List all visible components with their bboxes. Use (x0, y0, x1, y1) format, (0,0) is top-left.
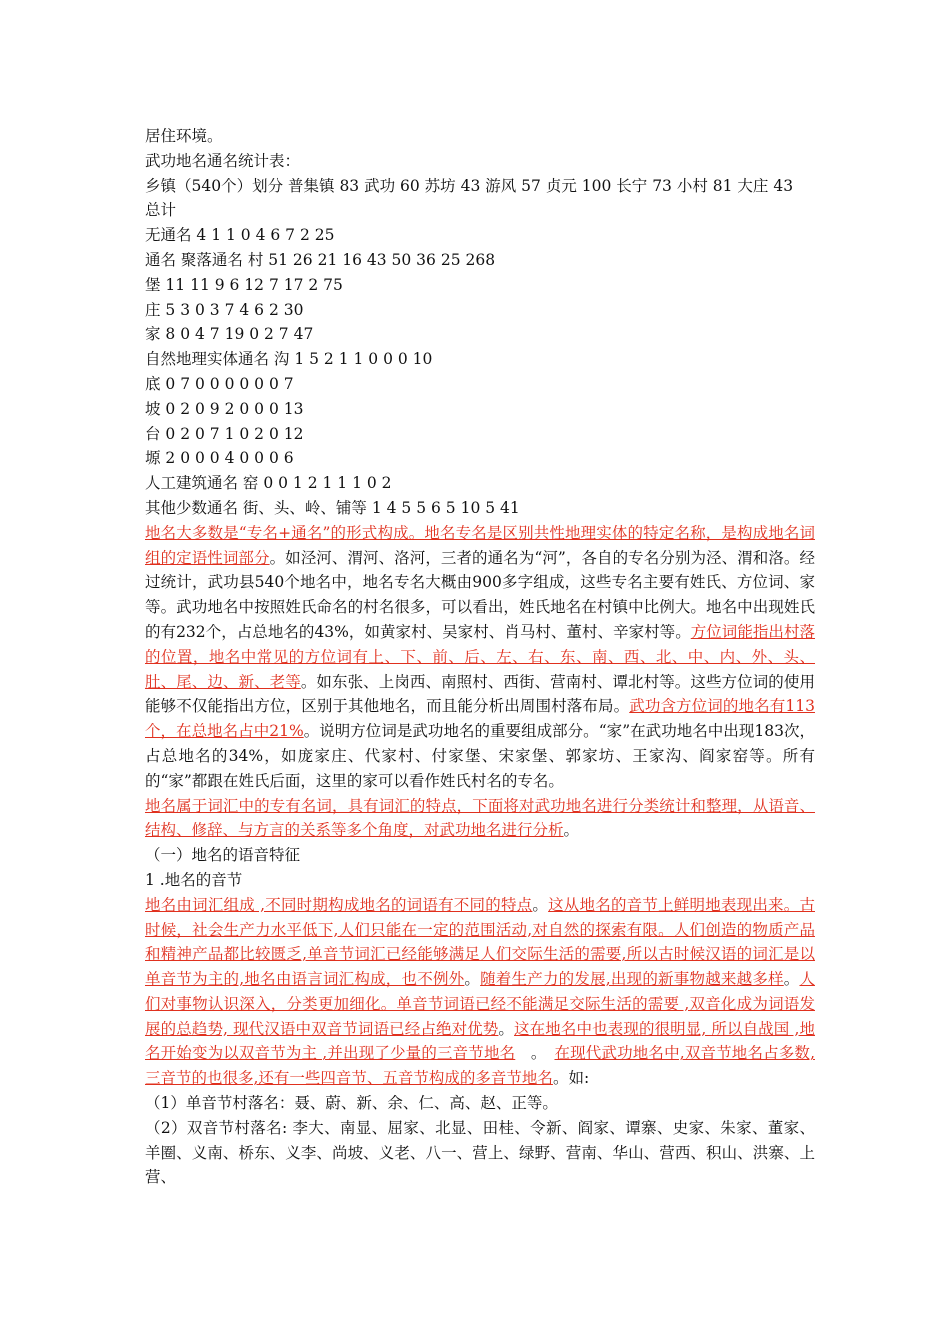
table-row: 庄 5 3 0 3 7 4 6 2 30 (145, 300, 304, 319)
highlighted-text: 地名大多数是“专名+通名”的形式构成。地名专名是区别共性地理实体的特定名称，是构成地名词组的定语性词部分 (145, 523, 815, 567)
highlighted-text: 地名属于词汇中的专有名词，具有词汇的特点，下面将对武功地名进行分类统计和整理，从语音、结构、修辞、与方言的关系等多个角度，对武功地名进行分析 (145, 796, 815, 840)
body-text: 。 (563, 821, 580, 840)
highlighted-text: 地名由词汇组成 ,不同时期构成地名的词语有不同的特点 (145, 895, 533, 914)
body-text: 。 (515, 1044, 555, 1063)
body-text: 。如: (552, 1069, 590, 1088)
list-item: （1）单音节村落名：聂、蔚、新、余、仁、高、赵、正等。 (145, 1094, 558, 1113)
table-row: 通名 聚落通名 村 51 26 21 16 43 50 36 25 268 (145, 250, 496, 269)
body-text: 。如泾河、渭河、洛河，三者的通名为“河”，各自的专名分别为泾、渭和洛。经过统计，武功县540个地名中，地名专名大概由900多字组成，这些专名主要有姓氏、方位词、家等。武功地名中按照姓氏命名的村名很多，可以看出，姓氏地名在村镇中比例大。地名中出现姓氏的有232个，占总地名的43%，如黄家村、吴家村、肖马村、董村、辛家村等。 (145, 548, 815, 641)
text-line: 居住环境。 (145, 127, 223, 145)
highlighted-text: 这从地名的音节上鲜明地表现出来。古时候，社会生产力水平低下,人们只能在一定的范围活动,对自然的探索有限。人们创造的物质产品和精神产品都比较匮乏,单音节词汇已经能够满足人们交际生活的需要,所以古时候汉语的词汇是以单音节为主的,地名由语言词汇构成，也不例外 (145, 895, 815, 989)
body-text: 。如东张、上岗西、南照村、西街、营南村、谭北村等。这些方位词的使用能够不仅能指出方位，区别于其他地名，而且能分析出周围村落布局。 (145, 672, 815, 716)
table-header-total: 总计 (145, 201, 177, 220)
table-title: 武功地名通名统计表： (145, 151, 301, 170)
paragraph-place-name-structure (145, 521, 815, 794)
table-row: 底 0 7 0 0 0 0 0 0 7 (145, 374, 294, 393)
sub-heading: 1 .地名的音节 (145, 870, 243, 889)
highlighted-text: 在现代武功地名中,双音节地名占多数,三音节的也很多,还有一些四音节、五音节构成的多音节地名 (145, 1044, 815, 1088)
table-row: 台 0 2 0 7 1 0 2 0 12 (145, 424, 304, 443)
table-row: 人工建筑通名 窑 0 0 1 2 1 1 1 0 2 (145, 474, 392, 493)
body-text: 。 (783, 970, 800, 989)
highlighted-text: 方位词能指出村落的位置，地名中常见的方位词有上、下、前、后、左、右、东、南、西、北、中、内、外、头、肚、尾、边、新、老等 (145, 622, 815, 691)
body-text: 。说明方位词是武功地名的重要组成部分。“家”在武功地名中出现183次，占总地名的34%，如庞家庄、代家村、付家堡、宋家堡、郭家坊、王家沟、阎家窑等。所有的“家”都跟在姓氏后面，这里的家可以看作姓氏村名的专名。 (145, 722, 815, 790)
paragraph-analysis-intro (145, 794, 815, 844)
table-row: 自然地理实体通名 沟 1 5 2 1 1 0 0 0 10 (145, 350, 433, 369)
body-text: 。 (464, 970, 481, 989)
highlighted-text: 人们对事物认识深入，分类更加细化。单音节词语已经不能满足交际生活的需要 ,双音化成为词语发展的总趋势, 现代汉语中双音节词语已经占绝对优势 (145, 970, 815, 1038)
body-text: 。 (532, 895, 549, 914)
list-item: （2）双音节村落名: 李大、南显、屈家、北显、田桂、令新、阎家、谭寨、史家、朱家、董家、羊圈、义南、桥东、义李、尚坡、义老、八一、营上、绿野、营南、华山、营西、积山、洪寨、上营、 (145, 1118, 815, 1187)
table-row: 塬 2 0 0 0 4 0 0 0 6 (145, 449, 294, 468)
highlighted-text: 这在地名中也表现的很明显, 所以自战国 ,地名开始变为以双音节为主 ,并出现了少量的三音节地名 (145, 1019, 815, 1063)
table-row: 家 8 0 4 7 19 0 2 7 47 (145, 325, 314, 344)
table-row: 其他少数通名 街、头、岭、铺等 1 4 5 5 6 5 10 5 41 (145, 498, 520, 517)
highlighted-text: 武功含方位词的地名有113个，在总地名占中21% (145, 697, 815, 741)
table-header-row: 乡镇（540个）划分 普集镇 83 武功 60 苏坊 43 游风 57 贞元 100 长宁 73 小村 81 大庄 43 (145, 176, 794, 195)
body-text: 。 (498, 1019, 515, 1038)
table-row: 坡 0 2 0 9 2 0 0 0 13 (145, 399, 304, 418)
table-row: 堡 11 11 9 6 12 7 17 2 75 (145, 275, 343, 294)
table-row: 无通名 4 1 1 0 4 6 7 2 25 (145, 226, 335, 245)
highlighted-text: 随着生产力的发展,出现的新事物越来越多样 (480, 970, 784, 989)
section-heading: （一）地名的语音特征 (145, 846, 301, 865)
document-page (145, 124, 815, 1190)
paragraph-syllables (145, 893, 815, 1091)
